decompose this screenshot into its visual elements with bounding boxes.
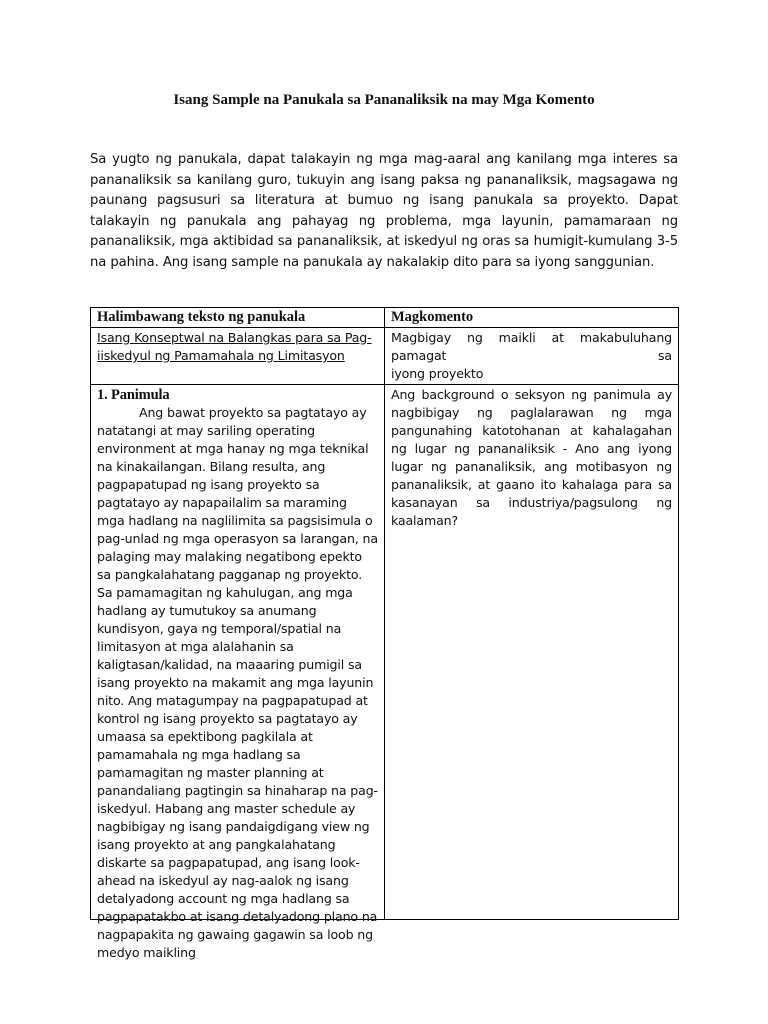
sample-title-cell (91, 328, 385, 385)
table-row (91, 328, 679, 385)
title-comment-line-2: iyong proyekto (391, 366, 484, 381)
table-row (91, 385, 679, 920)
proposal-table (90, 307, 679, 960)
introduction-body: Ang bawat proyekto sa pagtatayo ay natatangi at may sariling operating environment at mga hanay ng mga teknikal na kinakailangan. Bilang resulta, ang pagpapatupad ng isang proyekto sa pagtatayo ay napapailalim sa maraming mga hadlang na naglilimita sa pagsisimula o pag-unlad ng mga operasyon sa larangan, na palaging may malaking negatibong epekto sa pangkalahatang pagganap ng proyekto. Sa pamamagitan ng kahulugan, ang mga hadlang ay tumutukoy sa anumang kundisyon, gaya ng temporal/spatial na limitasyon at mga alalahanin sa kaligtasan/kalidad, na maaaring pumigil sa isang proyekto na makamit ang mga layunin nito. Ang matagumpay na pagpapatupad at kontrol ng isang proyekto sa pagtatayo ay umaasa sa epektibong pagkilala at pamamahala ng mga hadlang sa pamamagitan ng master planning at panandaliang pagtingin sa hinaharap na pag-iskedyul. Habang ang master schedule ay nagbibigay ng isang pandaigdigang view ng isang proyekto at ang pangkalahatang diskarte sa pagpapatupad, ang isang look-ahead na iskedyul ay nag-aalok ng isang detalyadong account ng mga hadlang sa pagpapatakbo at isang detalyadong plano na nagpapakita ng gawaing gagawin sa loob ng medyo maikling (97, 405, 378, 960)
introduction-comment: Ang background o seksyon ng panimula ay nagbibigay ng paglalarawan ng mga pangunahing katotohanan at kahalagahan ng lugar ng pananaliksik - Ano ang iyong lugar ng pananaliksik, ang motibasyon ng pananaliksik, at gaano ito kahalaga para sa kasanayan sa industriya/pagsulong ng kaalaman? (391, 387, 672, 528)
column-header-sample-text: Halimbawang teksto ng panukala (91, 308, 385, 328)
intro-paragraph: Sa yugto ng panukala, dapat talakayin ng mga mag-aaral ang kanilang mga interes sa pananaliksik sa kanilang guro, tukuyin ang isang paksa ng pananaliksik, magsagawa ng paunang pagsusuri sa literatura at bumuo ng isang panukala sa proyekto. Dapat talakayin ng panukala ang pahayag ng problema, mga layunin, pamamaraan ng pananaliksik, mga aktibidad sa pananaliksik, at iskedyul ng oras sa humigit-kumulang 3-5 na pahina. Ang isang sample na panukala ay nakalakip dito para sa iyong sanggunian. (90, 152, 678, 270)
document-title: Isang Sample na Panukala sa Pananaliksik na may Mga Komento (173, 92, 595, 108)
sample-title-text: Isang Konseptwal na Balangkas para sa Pag-iiskedyul ng Pamamahala ng Limitasyon (97, 330, 372, 363)
introduction-cell (91, 385, 385, 960)
title-comment-line-1: Magbigay ng maikli at makabuluhang pamagat sa (391, 330, 672, 363)
section-heading: 1. Panimula (97, 387, 170, 403)
table-header-row (91, 308, 679, 328)
introduction-comment-cell (385, 385, 679, 920)
column-header-comment: Magkomento (385, 308, 679, 328)
title-comment-cell (385, 328, 679, 385)
